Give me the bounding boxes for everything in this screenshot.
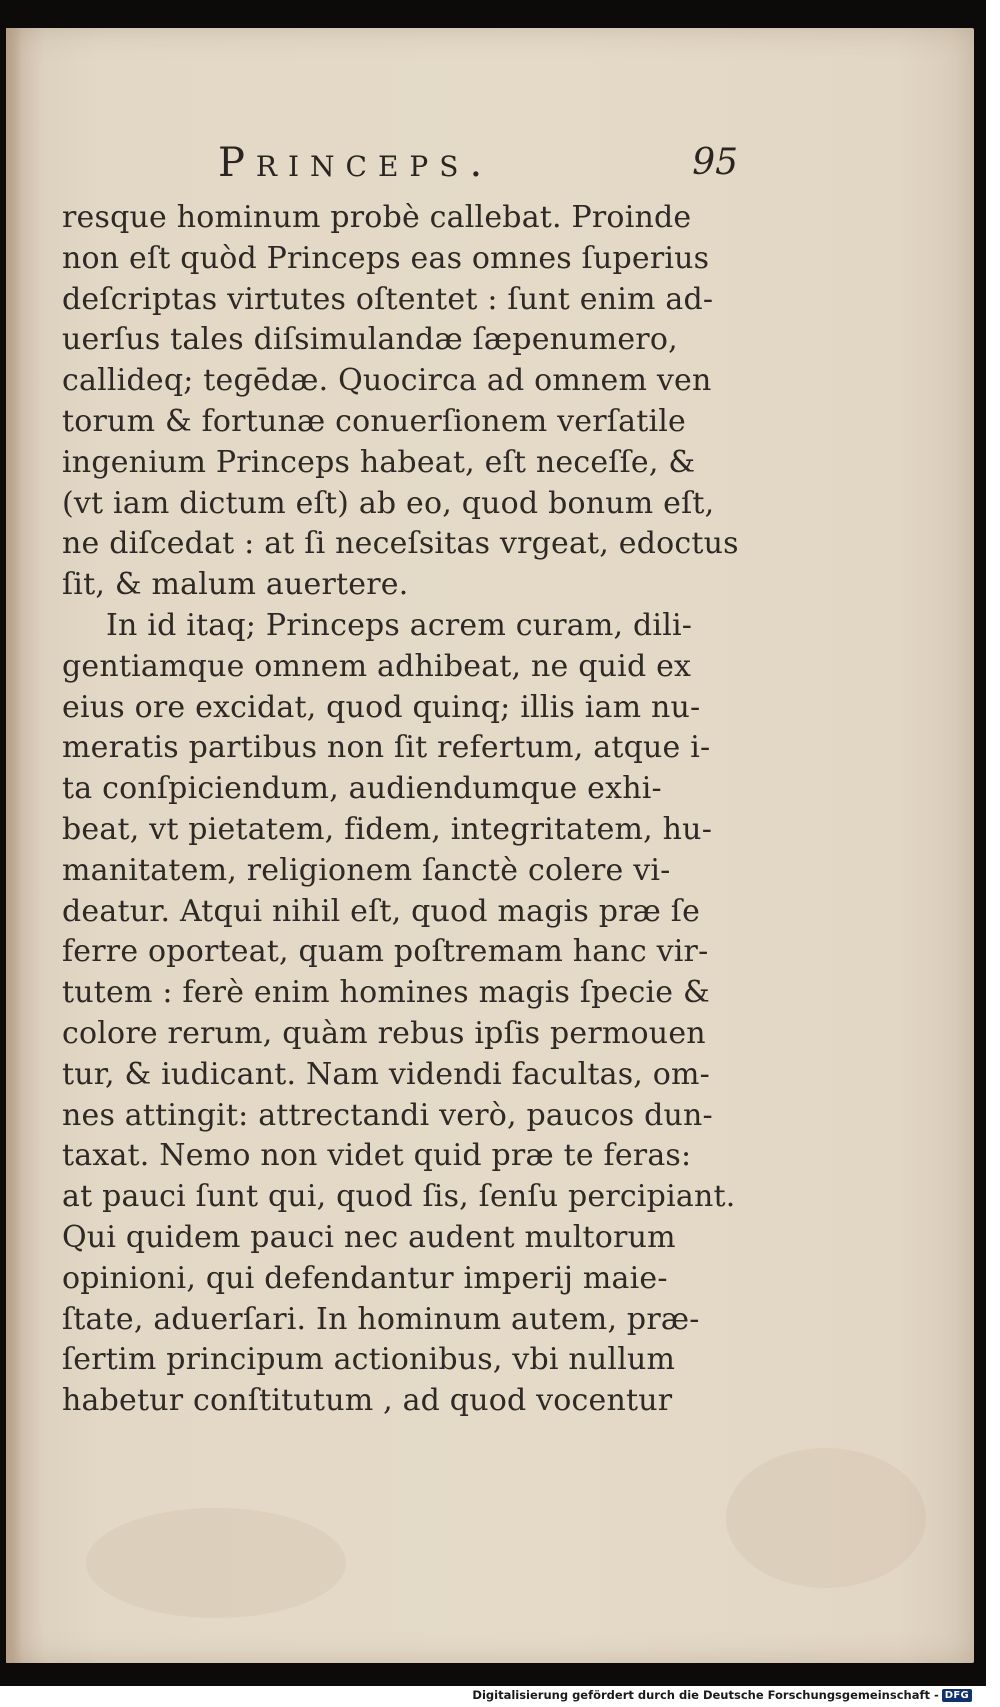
text-line: manitatem, religionem ſanctè colere vi- bbox=[62, 852, 671, 888]
running-head-title: Princeps. bbox=[218, 140, 494, 186]
book-page bbox=[6, 28, 974, 1663]
text-line: meratis partibus non ſit refertum, atque i- bbox=[62, 730, 711, 766]
text-line: colore rerum, quàm rebus ipſis permouen bbox=[62, 1015, 706, 1051]
running-head bbox=[218, 140, 738, 190]
credit-text: Digitalisierung gefördert durch die Deutsche Forschungsgemeinschaft - bbox=[472, 1688, 939, 1702]
text-line: eius ore excidat, quod quinq; illis iam nu- bbox=[62, 689, 701, 725]
paragraph-start-line: In id itaq; Princeps acrem curam, dili- bbox=[106, 607, 693, 643]
text-line: ta conſpiciendum, audiendumque exhi- bbox=[62, 771, 662, 807]
text-line: tur, & iudicant. Nam videndi facultas, om- bbox=[62, 1056, 711, 1092]
digitization-credit bbox=[472, 1685, 972, 1705]
paper-stain bbox=[86, 1508, 346, 1618]
text-line: gentiamque omnem adhibeat, ne quid ex bbox=[62, 648, 692, 684]
text-line: non eſt quòd Princeps eas omnes ſuperius bbox=[62, 240, 710, 276]
text-line: deatur. Atqui nihil eſt, quod magis præ ſe bbox=[62, 893, 701, 929]
text-line: at pauci ſunt qui, quod ſis, ſenſu percipiant. bbox=[62, 1179, 736, 1215]
text-line: ſit, & malum auertere. bbox=[62, 567, 409, 603]
text-line: opinioni, qui defendantur imperij maie- bbox=[62, 1260, 668, 1296]
text-line: tutem : ferè enim homines magis ſpecie & bbox=[62, 975, 710, 1011]
text-line: ſertim principum actionibus, vbi nullum bbox=[62, 1342, 676, 1378]
text-line: (vt iam dictum eſt) ab eo, quod bonum eſt, bbox=[62, 485, 715, 521]
dfg-logo: DFG bbox=[942, 1689, 972, 1702]
text-line: ſtate, aduerſari. In hominum autem, præ- bbox=[62, 1301, 700, 1337]
text-line: callideq; tegēdæ. Quocirca ad omnem ven bbox=[62, 363, 712, 399]
text-line: resque hominum probè callebat. Proinde bbox=[62, 200, 692, 235]
text-line: Qui quidem pauci nec audent multorum bbox=[62, 1219, 676, 1255]
text-line: nes attingit: attrectandi verò, paucos dun- bbox=[62, 1097, 713, 1133]
text-line: deſcriptas virtutes oſtentet : ſunt enim ad- bbox=[62, 281, 714, 317]
text-line: torum & fortunæ conuerſionem verſatile bbox=[62, 403, 686, 439]
paper-stain bbox=[726, 1448, 926, 1588]
body-text bbox=[62, 198, 739, 1422]
text-line: ingenium Princeps habeat, eſt neceſſe, & bbox=[62, 444, 696, 480]
text-line: ne diſcedat : at ſi neceſsitas vrgeat, edoctus bbox=[62, 526, 739, 562]
page-number: 95 bbox=[692, 142, 738, 183]
text-line: taxat. Nemo non videt quid præ te feras: bbox=[62, 1138, 692, 1174]
text-line: ferre oporteat, quam poſtremam hanc vir- bbox=[62, 934, 709, 970]
text-line: habetur conſtitutum , ad quod vocentur bbox=[62, 1383, 673, 1419]
text-line: beat, vt pietatem, fidem, integritatem, hu- bbox=[62, 811, 713, 847]
page-edge-shadow bbox=[6, 28, 22, 1663]
text-line: uerſus tales diſsimulandæ ſæpenumero, bbox=[62, 322, 678, 358]
